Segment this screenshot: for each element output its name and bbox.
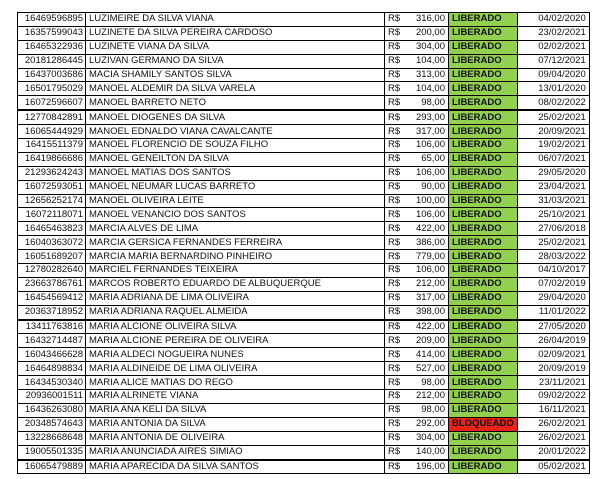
id-cell[interactable]: 16464898834	[18, 362, 86, 376]
currency-cell[interactable]: R$	[385, 222, 408, 236]
currency-cell[interactable]: R$	[385, 348, 408, 362]
id-cell[interactable]: 19005501335	[18, 445, 86, 459]
currency-cell[interactable]: R$	[385, 417, 408, 431]
id-cell[interactable]: 16419866686	[18, 152, 86, 166]
currency-cell[interactable]: R$	[385, 305, 408, 319]
status-cell[interactable]: LIBERADO	[449, 445, 518, 459]
date-cell[interactable]: 07/12/2021	[517, 54, 589, 68]
id-cell[interactable]: 20936001511	[18, 390, 86, 404]
amount-cell[interactable]: 414,00	[407, 348, 449, 362]
amount-cell[interactable]: 316,00	[407, 13, 449, 27]
table-row[interactable]	[18, 334, 590, 348]
id-cell[interactable]: 12770842891	[18, 110, 86, 124]
table-row[interactable]	[18, 208, 590, 222]
id-cell[interactable]: 12780282640	[18, 264, 86, 278]
currency-cell[interactable]: R$	[385, 68, 408, 82]
status-cell[interactable]: LIBERADO	[449, 110, 518, 124]
status-cell[interactable]: BLOQUEADO	[449, 417, 518, 431]
name-cell[interactable]: MARIA ALICE MATIAS DO REGO	[86, 376, 385, 390]
currency-cell[interactable]: R$	[385, 320, 408, 334]
date-cell[interactable]: 06/07/2021	[517, 152, 589, 166]
amount-cell[interactable]: 196,00	[407, 460, 449, 474]
date-cell[interactable]: 31/03/2021	[517, 194, 589, 208]
status-cell[interactable]: LIBERADO	[449, 125, 518, 139]
amount-cell[interactable]: 317,00	[407, 125, 449, 139]
date-cell[interactable]: 02/02/2021	[517, 40, 589, 54]
table-row[interactable]	[18, 291, 590, 305]
name-cell[interactable]: LUZINETE VIANA DA SILVA	[86, 40, 385, 54]
id-cell[interactable]: 16437003686	[18, 68, 86, 82]
date-cell[interactable]: 20/09/2019	[517, 362, 589, 376]
table-row[interactable]	[18, 96, 590, 110]
id-cell[interactable]: 20348574643	[18, 417, 86, 431]
table-row[interactable]	[18, 180, 590, 194]
amount-cell[interactable]: 106,00	[407, 139, 449, 153]
id-cell[interactable]: 16465463823	[18, 222, 86, 236]
name-cell[interactable]: MARIA ADRIANA DE LIMA OLIVEIRA	[86, 291, 385, 305]
amount-cell[interactable]: 106,00	[407, 208, 449, 222]
table-row[interactable]	[18, 236, 590, 250]
id-cell[interactable]: 16434530340	[18, 376, 86, 390]
currency-cell[interactable]: R$	[385, 445, 408, 459]
status-cell[interactable]: LIBERADO	[449, 139, 518, 153]
table-row[interactable]	[18, 390, 590, 404]
table-row[interactable]	[18, 250, 590, 264]
id-cell[interactable]: 16465322936	[18, 40, 86, 54]
status-cell[interactable]: LIBERADO	[449, 390, 518, 404]
date-cell[interactable]: 16/11/2021	[517, 403, 589, 417]
name-cell[interactable]: MANOEL OLIVEIRA LEITE	[86, 194, 385, 208]
amount-cell[interactable]: 212,00	[407, 277, 449, 291]
amount-cell[interactable]: 422,00	[407, 320, 449, 334]
id-cell[interactable]: 16432714487	[18, 334, 86, 348]
table-row[interactable]	[18, 26, 590, 40]
status-cell[interactable]: LIBERADO	[449, 54, 518, 68]
currency-cell[interactable]: R$	[385, 390, 408, 404]
date-cell[interactable]: 27/05/2020	[517, 320, 589, 334]
amount-cell[interactable]: 104,00	[407, 82, 449, 96]
date-cell[interactable]: 27/06/2018	[517, 222, 589, 236]
currency-cell[interactable]: R$	[385, 403, 408, 417]
status-cell[interactable]: LIBERADO	[449, 362, 518, 376]
name-cell[interactable]: MACIA SHAMILY SANTOS SILVA	[86, 68, 385, 82]
name-cell[interactable]: LUZIVAN GERMANO DA SILVA	[86, 54, 385, 68]
name-cell[interactable]: MANOEL BARRETO NETO	[86, 96, 385, 110]
date-cell[interactable]: 02/09/2021	[517, 348, 589, 362]
table-row[interactable]	[18, 264, 590, 278]
status-cell[interactable]: LIBERADO	[449, 13, 518, 27]
id-cell[interactable]: 16065444929	[18, 125, 86, 139]
name-cell[interactable]: MARIA ALDECI NOGUEIRA NUNES	[86, 348, 385, 362]
name-cell[interactable]: MARIA ANA KELI DA SILVA	[86, 403, 385, 417]
date-cell[interactable]: 26/02/2021	[517, 431, 589, 445]
date-cell[interactable]: 29/04/2020	[517, 291, 589, 305]
id-cell[interactable]: 16051689207	[18, 250, 86, 264]
name-cell[interactable]: MARCIEL FERNANDES TEIXEIRA	[86, 264, 385, 278]
status-cell[interactable]: LIBERADO	[449, 152, 518, 166]
currency-cell[interactable]: R$	[385, 110, 408, 124]
name-cell[interactable]: MARCIA ALVES DE LIMA	[86, 222, 385, 236]
id-cell[interactable]: 13411763816	[18, 320, 86, 334]
table-row[interactable]	[18, 152, 590, 166]
currency-cell[interactable]: R$	[385, 194, 408, 208]
amount-cell[interactable]: 100,00	[407, 194, 449, 208]
status-cell[interactable]: LIBERADO	[449, 194, 518, 208]
table-row[interactable]	[18, 139, 590, 153]
date-cell[interactable]: 11/01/2022	[517, 305, 589, 319]
id-cell[interactable]: 16040363072	[18, 236, 86, 250]
amount-cell[interactable]: 98,00	[407, 96, 449, 110]
name-cell[interactable]: MANOEL EDNALDO VIANA CAVALCANTE	[86, 125, 385, 139]
amount-cell[interactable]: 304,00	[407, 431, 449, 445]
name-cell[interactable]: MARIA ALRINETE VIANA	[86, 390, 385, 404]
date-cell[interactable]: 29/05/2020	[517, 166, 589, 180]
table-row[interactable]	[18, 362, 590, 376]
currency-cell[interactable]: R$	[385, 96, 408, 110]
table-row[interactable]	[18, 403, 590, 417]
date-cell[interactable]: 23/04/2021	[517, 180, 589, 194]
date-cell[interactable]: 25/10/2021	[517, 208, 589, 222]
status-cell[interactable]: LIBERADO	[449, 277, 518, 291]
currency-cell[interactable]: R$	[385, 40, 408, 54]
table-row[interactable]	[18, 68, 590, 82]
amount-cell[interactable]: 304,00	[407, 40, 449, 54]
name-cell[interactable]: MARIA ANTONIA DE OLIVEIRA	[86, 431, 385, 445]
amount-cell[interactable]: 106,00	[407, 264, 449, 278]
status-cell[interactable]: LIBERADO	[449, 460, 518, 474]
date-cell[interactable]: 23/11/2021	[517, 376, 589, 390]
status-cell[interactable]: LIBERADO	[449, 96, 518, 110]
table-row[interactable]	[18, 40, 590, 54]
name-cell[interactable]: MANOEL DIOGENES DA SILVA	[86, 110, 385, 124]
table-row[interactable]	[18, 445, 590, 459]
amount-cell[interactable]: 527,00	[407, 362, 449, 376]
date-cell[interactable]: 19/02/2021	[517, 139, 589, 153]
name-cell[interactable]: MANOEL FLORENCIO DE SOUZA FILHO	[86, 139, 385, 153]
table-row[interactable]	[18, 194, 590, 208]
amount-cell[interactable]: 293,00	[407, 110, 449, 124]
date-cell[interactable]: 25/02/2021	[517, 236, 589, 250]
status-cell[interactable]: LIBERADO	[449, 26, 518, 40]
currency-cell[interactable]: R$	[385, 166, 408, 180]
currency-cell[interactable]: R$	[385, 82, 408, 96]
id-cell[interactable]: 12656252174	[18, 194, 86, 208]
date-cell[interactable]: 26/02/2021	[517, 417, 589, 431]
id-cell[interactable]: 16436263080	[18, 403, 86, 417]
name-cell[interactable]: MARIA ANTONIA DA SILVA	[86, 417, 385, 431]
currency-cell[interactable]: R$	[385, 26, 408, 40]
table-body	[18, 13, 590, 474]
spreadsheet-table	[17, 12, 590, 474]
status-cell[interactable]: LIBERADO	[449, 348, 518, 362]
amount-cell[interactable]: 98,00	[407, 403, 449, 417]
currency-cell[interactable]: R$	[385, 208, 408, 222]
id-cell[interactable]: 20181286445	[18, 54, 86, 68]
date-cell[interactable]: 09/04/2020	[517, 68, 589, 82]
amount-cell[interactable]: 212,00	[407, 390, 449, 404]
table-row[interactable]	[18, 166, 590, 180]
currency-cell[interactable]: R$	[385, 250, 408, 264]
date-cell[interactable]: 28/03/2022	[517, 250, 589, 264]
date-cell[interactable]: 13/01/2020	[517, 82, 589, 96]
id-cell[interactable]: 16501795029	[18, 82, 86, 96]
table-row[interactable]	[18, 110, 590, 124]
name-cell[interactable]: MARIA ALCIONE OLIVEIRA SILVA	[86, 320, 385, 334]
status-cell[interactable]: LIBERADO	[449, 305, 518, 319]
status-cell[interactable]: LIBERADO	[449, 291, 518, 305]
date-cell[interactable]: 04/10/2017	[517, 264, 589, 278]
table-row[interactable]	[18, 222, 590, 236]
name-cell[interactable]: MANOEL NEUMAR LUCAS BARRETO	[86, 180, 385, 194]
date-cell[interactable]: 26/04/2019	[517, 334, 589, 348]
status-cell[interactable]: LIBERADO	[449, 208, 518, 222]
amount-cell[interactable]: 200,00	[407, 26, 449, 40]
id-cell[interactable]: 16072593051	[18, 180, 86, 194]
date-cell[interactable]: 09/02/2022	[517, 390, 589, 404]
name-cell[interactable]: MANOEL GENEILTON DA SILVA	[86, 152, 385, 166]
date-cell[interactable]: 05/02/2021	[517, 460, 589, 474]
amount-cell[interactable]: 313,00	[407, 68, 449, 82]
id-cell[interactable]: 16065479889	[18, 460, 86, 474]
id-cell[interactable]: 16454569412	[18, 291, 86, 305]
currency-cell[interactable]: R$	[385, 180, 408, 194]
table-row[interactable]	[18, 320, 590, 334]
id-cell[interactable]: 16043466628	[18, 348, 86, 362]
name-cell[interactable]: MARIA APARECIDA DA SILVA SANTOS	[86, 460, 385, 474]
name-cell[interactable]: MANOEL MATIAS DOS SANTOS	[86, 166, 385, 180]
date-cell[interactable]: 07/02/2019	[517, 277, 589, 291]
currency-cell[interactable]: R$	[385, 376, 408, 390]
table-row[interactable]	[18, 305, 590, 319]
amount-cell[interactable]: 90,00	[407, 180, 449, 194]
amount-cell[interactable]: 209,00	[407, 334, 449, 348]
id-cell[interactable]: 16415511379	[18, 139, 86, 153]
status-cell[interactable]: LIBERADO	[449, 264, 518, 278]
name-cell[interactable]: MARIA ADRIANA RAQUEL ALMEIDA	[86, 305, 385, 319]
id-cell[interactable]: 13228668648	[18, 431, 86, 445]
date-cell[interactable]: 20/09/2021	[517, 125, 589, 139]
amount-cell[interactable]: 317,00	[407, 291, 449, 305]
currency-cell[interactable]: R$	[385, 460, 408, 474]
id-cell[interactable]: 16469596895	[18, 13, 86, 27]
name-cell[interactable]: MARIA ALCIONE PEREIRA DE OLIVEIRA	[86, 334, 385, 348]
name-cell[interactable]: MARCIA GERSICA FERNANDES FERREIRA	[86, 236, 385, 250]
amount-cell[interactable]: 98,00	[407, 376, 449, 390]
currency-cell[interactable]: R$	[385, 236, 408, 250]
currency-cell[interactable]: R$	[385, 291, 408, 305]
status-cell[interactable]: LIBERADO	[449, 222, 518, 236]
status-cell[interactable]: LIBERADO	[449, 403, 518, 417]
status-cell[interactable]: LIBERADO	[449, 334, 518, 348]
amount-cell[interactable]: 422,00	[407, 222, 449, 236]
status-cell[interactable]: LIBERADO	[449, 376, 518, 390]
status-cell[interactable]: LIBERADO	[449, 250, 518, 264]
amount-cell[interactable]: 140,00	[407, 445, 449, 459]
amount-cell[interactable]: 104,00	[407, 54, 449, 68]
currency-cell[interactable]: R$	[385, 431, 408, 445]
status-cell[interactable]: LIBERADO	[449, 68, 518, 82]
date-cell[interactable]: 20/01/2022	[517, 445, 589, 459]
status-cell[interactable]: LIBERADO	[449, 431, 518, 445]
currency-cell[interactable]: R$	[385, 264, 408, 278]
name-cell[interactable]: MARCOS ROBERTO EDUARDO DE ALBUQUERQUE	[86, 277, 385, 291]
id-cell[interactable]: 16357599043	[18, 26, 86, 40]
currency-cell[interactable]: R$	[385, 13, 408, 27]
status-cell[interactable]: LIBERADO	[449, 320, 518, 334]
name-cell[interactable]: LUZIMEIRE DA SILVA VIANA	[86, 13, 385, 27]
amount-cell[interactable]: 386,00	[407, 236, 449, 250]
amount-cell[interactable]: 398,00	[407, 305, 449, 319]
table-row[interactable]	[18, 54, 590, 68]
table-row[interactable]	[18, 125, 590, 139]
table-row[interactable]	[18, 431, 590, 445]
table-row[interactable]	[18, 460, 590, 474]
currency-cell[interactable]: R$	[385, 54, 408, 68]
id-cell[interactable]: 16072596607	[18, 96, 86, 110]
date-cell[interactable]: 04/02/2020	[517, 13, 589, 27]
date-cell[interactable]: 23/02/2021	[517, 26, 589, 40]
currency-cell[interactable]: R$	[385, 139, 408, 153]
id-cell[interactable]: 20363718952	[18, 305, 86, 319]
amount-cell[interactable]: 779,00	[407, 250, 449, 264]
id-cell[interactable]: 23663786761	[18, 277, 86, 291]
status-cell[interactable]: LIBERADO	[449, 166, 518, 180]
currency-cell[interactable]: R$	[385, 125, 408, 139]
id-cell[interactable]: 16072118071	[18, 208, 86, 222]
id-cell[interactable]: 21293624243	[18, 166, 86, 180]
status-cell[interactable]: LIBERADO	[449, 236, 518, 250]
name-cell[interactable]: MARIA ALDINEIDE DE LIMA OLIVEIRA	[86, 362, 385, 376]
amount-cell[interactable]: 65,00	[407, 152, 449, 166]
status-cell[interactable]: LIBERADO	[449, 82, 518, 96]
table-row[interactable]	[18, 348, 590, 362]
amount-cell[interactable]: 106,00	[407, 166, 449, 180]
status-cell[interactable]: LIBERADO	[449, 180, 518, 194]
table-row[interactable]	[18, 376, 590, 390]
name-cell[interactable]: MANOEL ALDEMIR DA SILVA VARELA	[86, 82, 385, 96]
currency-cell[interactable]: R$	[385, 152, 408, 166]
table-row[interactable]	[18, 82, 590, 96]
table-row[interactable]	[18, 13, 590, 27]
currency-cell[interactable]: R$	[385, 362, 408, 376]
date-cell[interactable]: 08/02/2022	[517, 96, 589, 110]
name-cell[interactable]: MARCIA MARIA BERNARDINO PINHEIRO	[86, 250, 385, 264]
currency-cell[interactable]: R$	[385, 277, 408, 291]
status-cell[interactable]: LIBERADO	[449, 40, 518, 54]
name-cell[interactable]: LUZINETE DA SILVA PEREIRA CARDOSO	[86, 26, 385, 40]
amount-cell[interactable]: 292,00	[407, 417, 449, 431]
name-cell[interactable]: MANOEL VENANCIO DOS SANTOS	[86, 208, 385, 222]
currency-cell[interactable]: R$	[385, 334, 408, 348]
table-row[interactable]	[18, 417, 590, 431]
table-row[interactable]	[18, 277, 590, 291]
name-cell[interactable]: MARIA ANUNCIADA AIRES SIMIAO	[86, 445, 385, 459]
date-cell[interactable]: 25/02/2021	[517, 110, 589, 124]
